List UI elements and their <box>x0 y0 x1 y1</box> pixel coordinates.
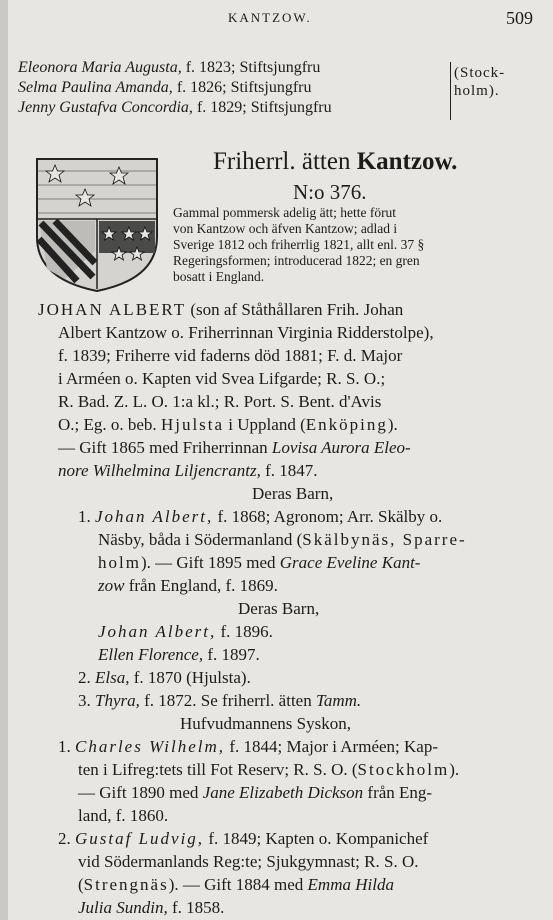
entry-line <box>78 668 251 688</box>
text-span: f. 1858. <box>167 898 225 917</box>
intro-line: bosatt i England. <box>173 269 265 284</box>
entry-line <box>78 898 224 918</box>
entry-line <box>78 691 361 711</box>
text-span: i Uppland ( <box>224 415 306 434</box>
text-span: f. 1847. <box>260 461 318 480</box>
person-name: Emma Hilda <box>307 875 394 894</box>
list-number: 1. <box>58 737 75 756</box>
list-number: 3. <box>78 691 95 710</box>
previous-entry <box>18 78 311 98</box>
text-span: ). — Gift 1895 med <box>140 553 280 572</box>
text-span: från England, f. 1869. <box>124 576 278 595</box>
entry-line <box>58 829 428 849</box>
family-title <box>213 148 457 176</box>
brace-note <box>454 64 505 100</box>
text-span: — Gift 1890 med <box>78 783 203 802</box>
place-name: Hjulsta <box>160 415 225 434</box>
place-name: Stockholm <box>357 760 450 779</box>
person-name: Grace Eveline Kant- <box>279 553 421 572</box>
family-reference: Tamm. <box>315 691 362 710</box>
entry-line <box>58 438 411 458</box>
person-name: Charles Wilhelm, <box>75 737 226 756</box>
brace-note-line: (Stock- <box>454 65 506 81</box>
list-number: 2. <box>58 829 75 848</box>
text-span: f. 1844; Major i Arméen; Kap- <box>225 737 438 756</box>
entry-line <box>98 576 278 596</box>
text-span: (son af Ståthållaren Frih. Johan <box>186 300 404 319</box>
text-span: O.; Eg. o. beb. <box>58 415 161 434</box>
intro-line: von Kantzow och äfven Kantzow; adlad i <box>173 221 398 236</box>
entry-line <box>98 645 260 665</box>
entry-line <box>78 507 442 527</box>
previous-entry <box>18 58 320 78</box>
entry-line: i Arméen o. Kapten vid Svea Lifgarde; R. S. O.; <box>58 369 386 388</box>
grouping-brace <box>440 62 451 120</box>
place-name: Enköping <box>305 415 388 434</box>
person-name: Johan Albert, <box>95 507 214 526</box>
place-name: holm <box>98 553 141 572</box>
family-title-name: Kantzow. <box>356 148 458 175</box>
entry-line: Albert Kantzow o. Friherrinnan Virginia Ridderstolpe), <box>58 323 434 342</box>
coat-of-arms-image <box>33 155 161 295</box>
text-span: — Gift 1865 med Friherrinnan <box>58 438 272 457</box>
person-name: Ellen Florence, <box>98 645 204 664</box>
person-name: Gustaf Ludvig, <box>75 829 205 848</box>
entry-details: f. 1823; Stiftsjungfru <box>185 59 321 76</box>
intro-line: Gammal pommersk adelig ätt; hette förut <box>173 205 397 220</box>
text-span: f. 1849; Kapten o. Kompanichef <box>204 829 429 848</box>
entry-line: land, f. 1860. <box>78 806 169 825</box>
family-title-prefix: Friherrl. ätten <box>213 148 351 175</box>
text-span: ten i Lifreg:tets till Fot Reserv; R. S. O. ( <box>78 760 358 779</box>
entry-line: R. Bad. Z. L. O. 1:a kl.; R. Port. S. Bent. d'Avis <box>58 392 382 411</box>
place-name: Strengnäs <box>83 875 169 894</box>
text-span: Näsby, båda i Södermanland ( <box>98 530 303 549</box>
entry-name: Selma Paulina Amanda, <box>18 79 173 96</box>
entry-details: f. 1829; Stiftsjungfru <box>196 99 332 116</box>
entry-line <box>98 622 273 642</box>
text-span: ). <box>449 760 460 779</box>
section-heading: Deras Barn, <box>238 599 320 618</box>
text-span: f. 1870 (Hjulsta). <box>129 668 251 687</box>
intro-line: Sverige 1812 och friherrlig 1821, allt enl. 37 § <box>173 237 425 252</box>
intro-line: Regeringsformen; introducerad 1822; en gren <box>173 253 420 268</box>
section-heading: Deras Barn, <box>252 484 334 503</box>
person-name: Elsa, <box>95 668 130 687</box>
text-span: från Eng- <box>363 783 433 802</box>
entry-line <box>58 461 318 481</box>
entry-line <box>78 875 394 895</box>
family-number: N:o 376. <box>293 180 367 204</box>
place-name: Skälbynäs, Sparre- <box>302 530 467 549</box>
text-span: f. 1872. Se friherrl. ätten <box>139 691 316 710</box>
text-span: f. 1897. <box>203 645 260 664</box>
brace-note-line: holm). <box>454 83 500 99</box>
entry-line <box>38 300 403 320</box>
person-name: Julia Sundin, <box>78 898 168 917</box>
text-span: ). — Gift 1884 med <box>168 875 308 894</box>
person-name: Lovisa Aurora Eleo- <box>271 438 411 457</box>
entry-line <box>58 737 438 757</box>
entry-line <box>98 530 467 550</box>
page-header <box>8 10 553 30</box>
person-name: Johan Albert, <box>98 622 217 641</box>
section-heading: Hufvudmannens Syskon, <box>180 714 351 733</box>
running-head: KANTZOW. <box>228 10 312 25</box>
book-page <box>8 0 553 920</box>
text-span: f. 1868; Agronom; Arr. Skälby o. <box>213 507 443 526</box>
text-span: ( <box>78 875 84 894</box>
text-span: f. 1896. <box>216 622 273 641</box>
entry-line: vid Södermanlands Reg:te; Sjukgymnast; R. S. O. <box>78 852 419 871</box>
page-number: 509 <box>506 8 533 28</box>
person-name: zow <box>98 576 125 595</box>
entry-line <box>98 553 420 573</box>
list-number: 2. <box>78 668 95 687</box>
previous-entry <box>18 98 332 118</box>
entry-line <box>78 760 459 780</box>
entry-details: f. 1826; Stiftsjungfru <box>176 79 312 96</box>
list-number: 1. <box>78 507 95 526</box>
person-name: Jane Elizabeth Dickson <box>202 783 364 802</box>
entry-line <box>78 783 432 803</box>
entry-name: Jenny Gustafva Concordia, <box>18 99 193 116</box>
person-name: Thyra, <box>95 691 140 710</box>
person-name: nore Wilhelmina Liljencrantz, <box>58 461 261 480</box>
head-name: JOHAN ALBERT <box>38 300 187 319</box>
text-span: ). <box>387 415 398 434</box>
entry-line <box>58 415 398 435</box>
entry-name: Eleonora Maria Augusta, <box>18 59 182 76</box>
entry-line: f. 1839; Friherre vid faderns död 1881; F. d. Major <box>58 346 403 365</box>
